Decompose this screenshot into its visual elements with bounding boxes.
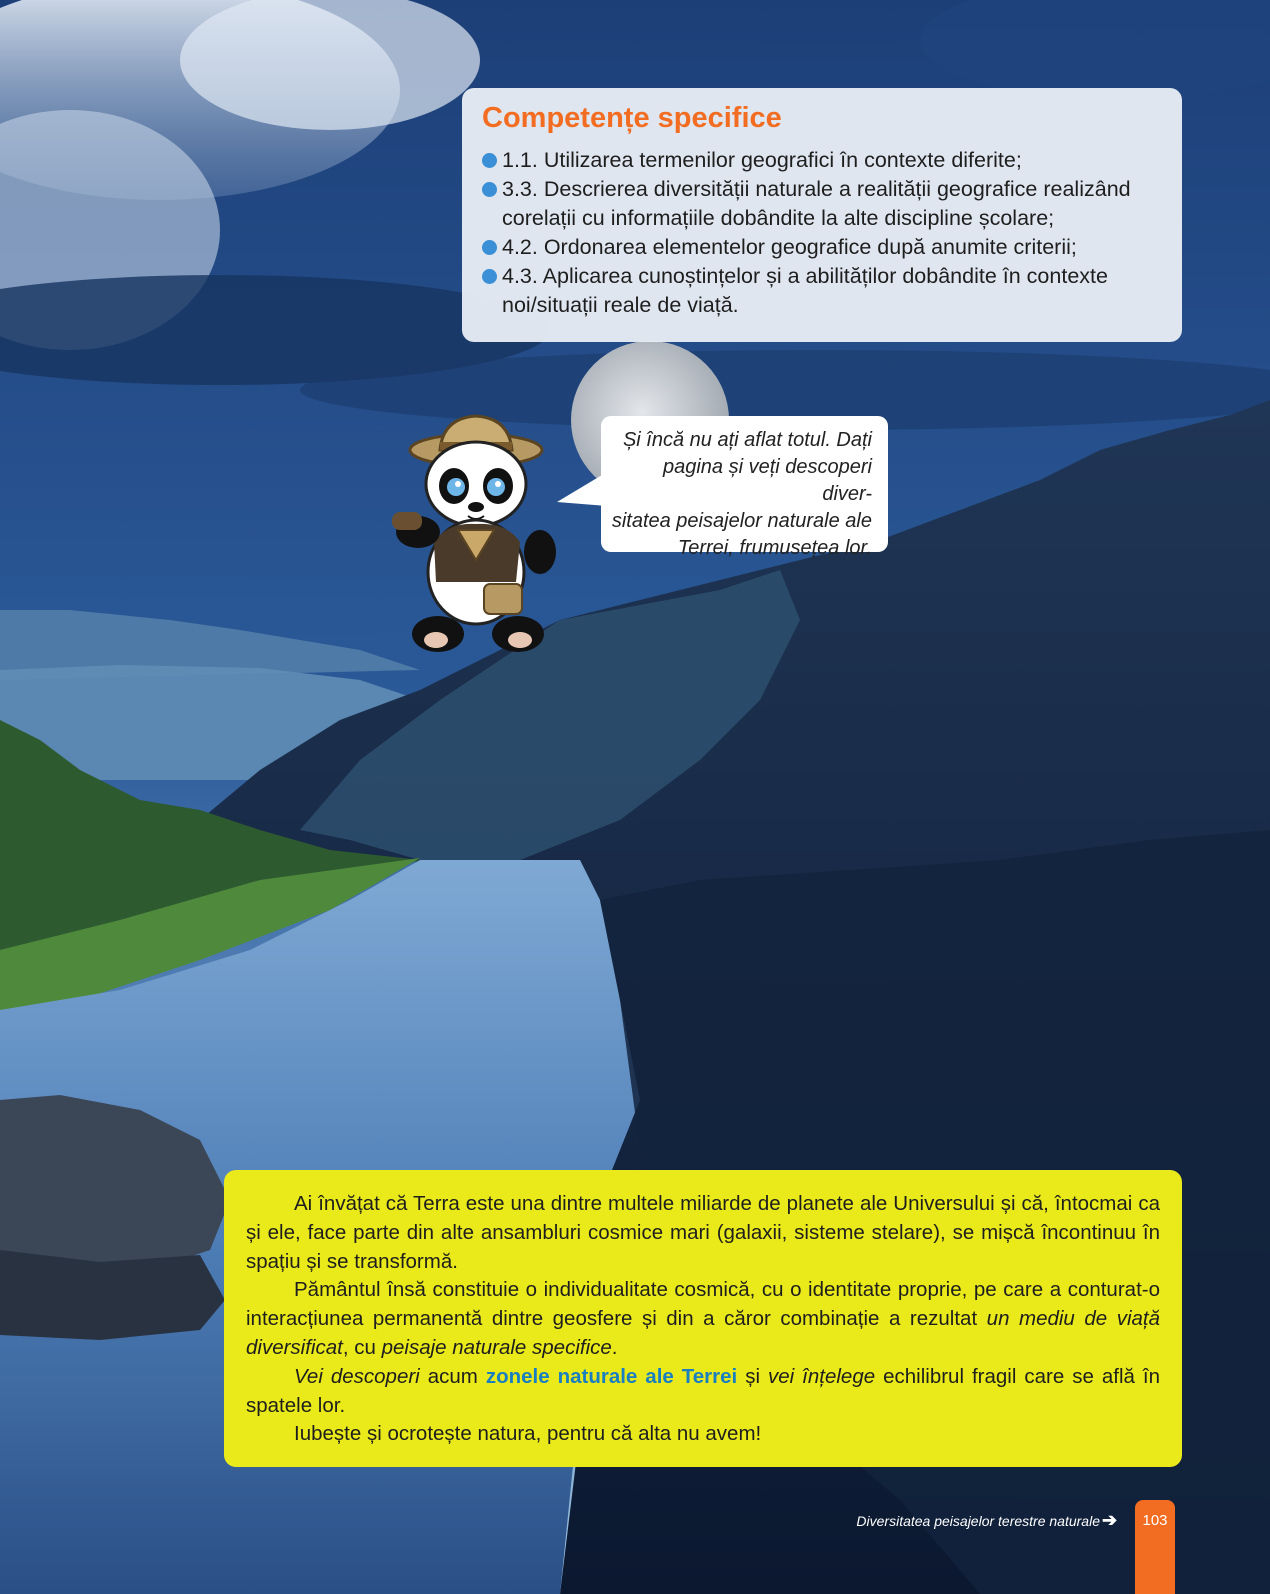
speech-line: Terrei, frumusețea lor. [677,537,872,559]
intro-paragraph-3: Vei descoperi acum zonele naturale ale Terrei și vei înțelege echilibrul fragil care se află în spatele lor. [246,1364,1160,1417]
mascot-speech-bubble [601,416,888,559]
blue-dot-icon [482,240,497,255]
intro-text-box [224,1170,1182,1467]
intro-paragraph-1: Ai învățat că Terra este una dintre multele miliarde de planete ale Universului și că, întocmai ca și ele, face parte din alte ansambluri cosmice mari (galaxii, sisteme stelare), se mișcă încontinuu în spațiu și se transformă. [246,1192,1160,1273]
competence-item: 4.3. Aplicarea cunoștințelor și a abilităților dobândite în contexte noi/situații reale de viață. [482,262,1162,320]
blue-dot-icon [482,182,497,197]
arrow-right-icon: ➔ [1102,1510,1118,1530]
speech-bubble-tail [557,472,607,512]
blue-dot-icon [482,269,497,284]
section-running-title: Diversitatea peisajelor terestre naturale [856,1513,1100,1529]
intro-paragraph-2: Pământul însă constituie o individualitate cosmică, cu o identitate proprie, pe care a conturat-o interacțiunea permanentă dintre geosfere și din a căror combinație a rezultat un mediu de viață diversificat, cu peisaje naturale specifice. [246,1278,1160,1359]
competence-item: 1.1. Utilizarea termenilor geografici în contexte diferite; [482,146,1162,175]
competence-item: 3.3. Descrierea diversității naturale a realității geografice realizând corelații cu informațiile dobândite la alte discipline școlare; [482,175,1162,233]
panda-explorer-mascot [388,412,568,662]
page-number: 103 [1135,1500,1175,1594]
speech-line: pagina și veți descoperi diver- [662,456,872,505]
competences-box [462,88,1182,342]
competences-list [482,146,1162,320]
speech-line: sitatea peisajelor naturale ale [611,510,872,532]
blue-dot-icon [482,153,497,168]
competence-item: 4.2. Ordonarea elementelor geografice după anumite criterii; [482,233,1162,262]
competences-title: Competențe specifice [482,102,782,134]
highlight-natural-zones: zonele naturale ale Terrei [485,1364,738,1388]
speech-line: Și încă nu ați aflat totul. Dați [622,429,872,451]
intro-paragraph-4: Iubește și ocrotește natura, pentru că alta nu avem! [294,1422,762,1446]
